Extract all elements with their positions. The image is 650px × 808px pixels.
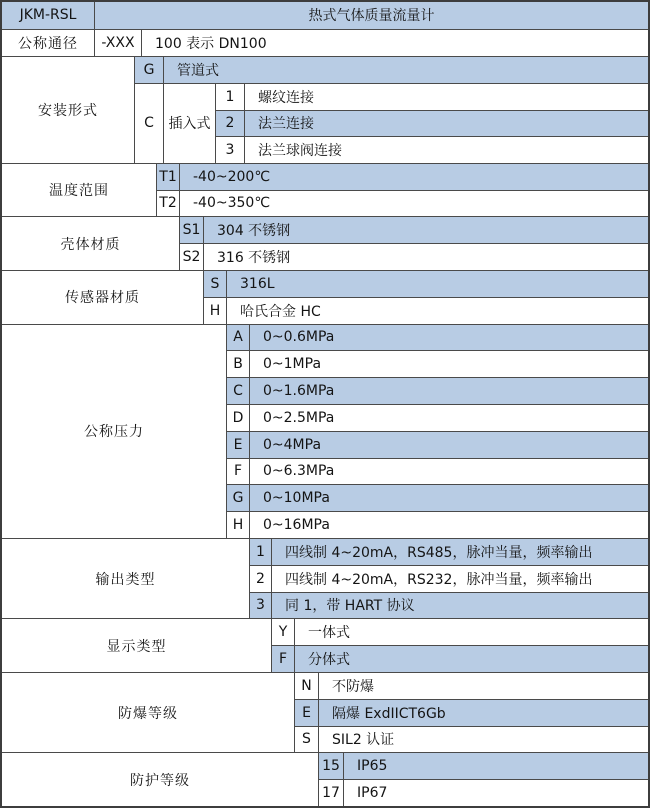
option-code: 1	[216, 84, 245, 110]
option-value: 不防爆	[332, 678, 374, 695]
option-code: G	[135, 57, 164, 83]
option-value: 法兰连接	[258, 116, 314, 133]
section-label: 输出类型	[2, 539, 250, 618]
option-row	[272, 619, 648, 645]
option-code: H	[227, 512, 250, 538]
option-row	[216, 84, 648, 110]
option-value: 法兰球阀连接	[258, 142, 342, 159]
option-code: D	[227, 405, 250, 431]
option-value: 隔爆 ExdIICT6Gb	[332, 705, 446, 722]
option-row	[250, 539, 648, 565]
option-code: F	[272, 646, 295, 672]
section-header	[2, 2, 648, 29]
option-row	[319, 753, 648, 779]
section-nominal-diameter	[2, 29, 648, 56]
option-row	[319, 779, 648, 806]
section-temperature	[2, 163, 648, 217]
option-value: 分体式	[308, 652, 350, 669]
option-row	[250, 565, 648, 592]
option-row	[204, 297, 648, 324]
option-row	[227, 431, 648, 458]
section-protection-grade	[2, 752, 648, 806]
option-value: 管道式	[177, 62, 219, 79]
option-code: T1	[157, 164, 180, 190]
option-value: -40~200℃	[193, 168, 271, 185]
option-value: 316 不锈钢	[217, 250, 291, 267]
option-code: E	[227, 432, 250, 458]
option-code: C	[227, 378, 250, 404]
option-value: 0~2.5MPa	[263, 409, 335, 426]
table-title: 热式气体质量流量计	[308, 8, 435, 25]
option-code: E	[295, 700, 319, 726]
option-row-pipe	[135, 57, 648, 83]
option-row	[227, 458, 648, 485]
option-code: A	[227, 325, 250, 351]
section-display-type	[2, 618, 648, 672]
option-code: S	[204, 271, 227, 297]
option-value: IP67	[357, 785, 388, 802]
option-code: 15	[319, 753, 344, 779]
option-value: IP65	[357, 758, 388, 775]
option-code: G	[227, 485, 250, 511]
section-label: 安装形式	[2, 57, 135, 163]
option-row	[157, 164, 648, 190]
option-value: 316L	[240, 275, 275, 292]
option-code: 2	[216, 111, 245, 137]
option-code: -XXX	[95, 30, 142, 56]
option-value: SIL2 认证	[332, 732, 395, 749]
option-row	[216, 136, 648, 163]
section-label: 公称压力	[2, 325, 227, 538]
option-code: 3	[250, 593, 272, 619]
section-output-type	[2, 538, 648, 618]
option-value: -40~350℃	[193, 195, 271, 212]
option-code: 3	[216, 137, 245, 163]
section-label: 壳体材质	[2, 217, 180, 270]
option-code: S1	[180, 217, 204, 243]
option-row	[250, 592, 648, 619]
option-value: 100 表示 DN100	[155, 35, 267, 52]
option-value: 螺纹连接	[258, 89, 314, 106]
option-row	[227, 377, 648, 404]
section-label: 防爆等级	[2, 673, 295, 752]
option-code: S	[295, 727, 319, 753]
option-code: Y	[272, 619, 295, 645]
option-row	[227, 404, 648, 431]
option-value: 一体式	[308, 625, 350, 642]
option-value: 0~1.6MPa	[263, 383, 335, 400]
option-row	[180, 243, 648, 270]
section-installation	[2, 56, 648, 163]
option-code: H	[204, 298, 227, 324]
option-code: N	[295, 673, 319, 699]
option-code: C	[135, 84, 164, 163]
option-code: 2	[250, 566, 272, 592]
option-value: 四线制 4~20mA，RS485，脉冲当量，频率输出	[285, 544, 593, 561]
section-label: 防护等级	[2, 753, 319, 806]
insert-type-group	[135, 83, 648, 163]
option-code: F	[227, 459, 250, 485]
option-value: 304 不锈钢	[217, 223, 291, 240]
option-row	[295, 726, 648, 753]
option-value: 0~0.6MPa	[263, 329, 335, 346]
option-row	[295, 673, 648, 699]
option-row	[227, 484, 648, 511]
option-code: S2	[180, 244, 204, 270]
option-code: 1	[250, 539, 272, 565]
option-value: 0~6.3MPa	[263, 463, 335, 480]
option-row	[272, 645, 648, 672]
option-code: T2	[157, 191, 180, 217]
option-code: B	[227, 351, 250, 377]
model-code-cell: JKM-RSL	[2, 2, 95, 29]
option-value: 0~16MPa	[263, 517, 330, 534]
section-housing-material	[2, 216, 648, 270]
option-row	[216, 110, 648, 137]
section-label: 显示类型	[2, 619, 272, 672]
option-row	[227, 511, 648, 538]
section-nominal-pressure	[2, 324, 648, 538]
option-row	[227, 350, 648, 377]
option-row	[180, 217, 648, 243]
option-code: 17	[319, 780, 344, 806]
option-row	[295, 699, 648, 726]
option-value: 0~4MPa	[263, 436, 322, 453]
option-value: 四线制 4~20mA，RS232，脉冲当量，频率输出	[285, 571, 593, 588]
option-value: 0~10MPa	[263, 490, 330, 507]
section-label: 公称通径	[2, 30, 95, 56]
insert-type-label: 插入式	[164, 84, 216, 163]
option-value: 0~1MPa	[263, 356, 322, 373]
section-label: 传感器材质	[2, 271, 204, 324]
option-row	[157, 190, 648, 217]
section-explosion-proof	[2, 672, 648, 752]
option-row	[204, 271, 648, 297]
option-row	[227, 325, 648, 351]
section-sensor-material	[2, 270, 648, 324]
section-label: 温度范围	[2, 164, 157, 217]
option-value: 哈氏合金 HC	[240, 303, 321, 320]
option-value: 同 1，带 HART 协议	[285, 598, 415, 615]
